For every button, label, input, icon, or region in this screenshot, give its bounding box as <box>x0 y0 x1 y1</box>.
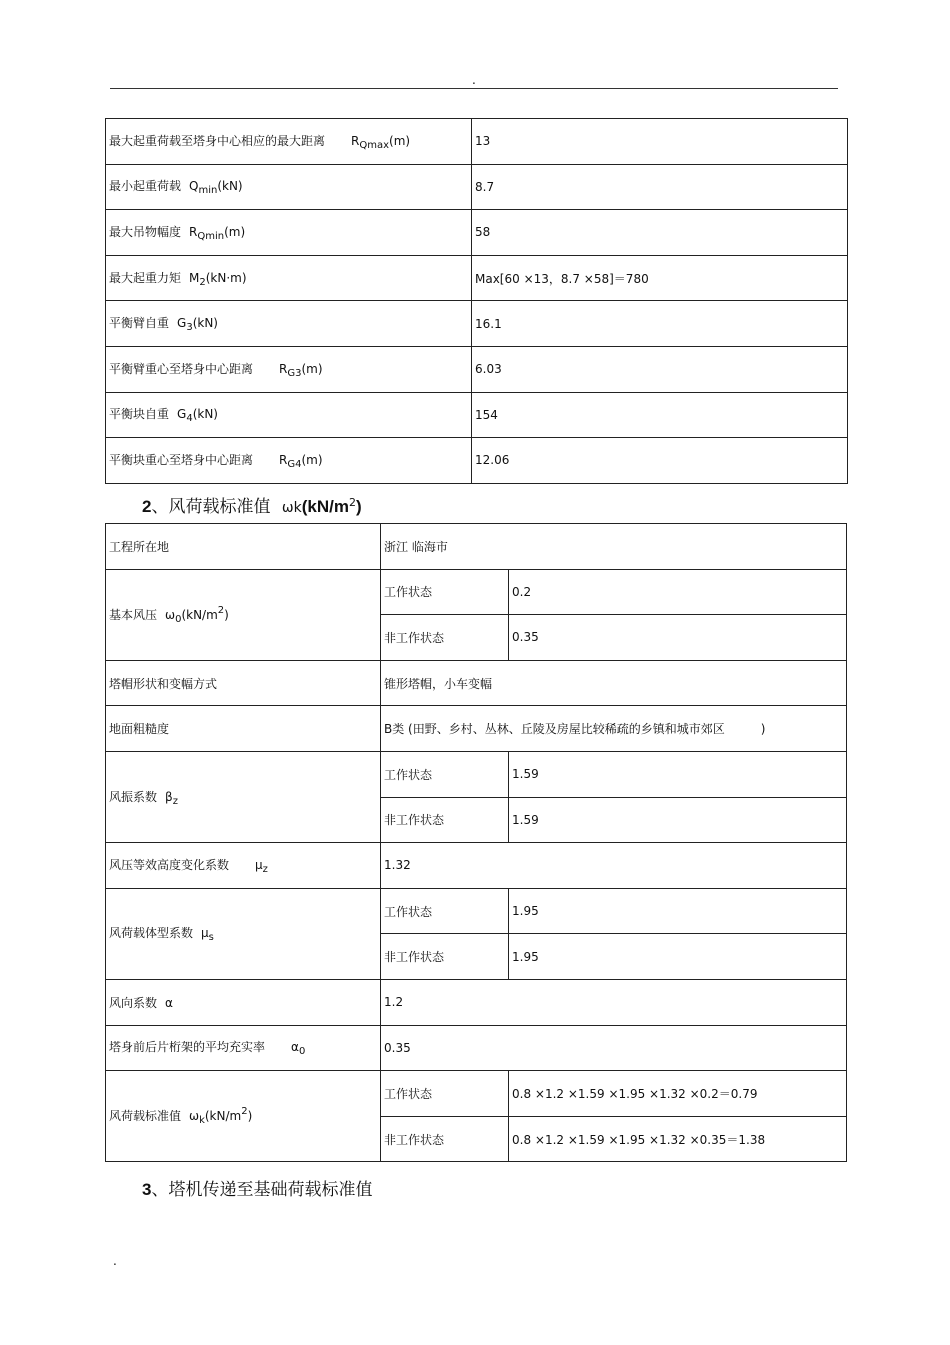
row-value: 12.06 <box>472 438 848 484</box>
header-dot: . <box>472 73 476 87</box>
table-row <box>106 392 848 438</box>
state-value: 0.8 ×1.2 ×1.59 ×1.95 ×1.32 ×0.35＝1.38 <box>509 1116 847 1162</box>
row-value: 8.7 <box>472 164 848 210</box>
wind-load-table <box>105 523 847 1162</box>
section-2-heading: 2、风荷载标准值 $\omega k(kN/m^2)$ <box>142 496 362 517</box>
table-row <box>106 301 848 347</box>
parameters-table <box>105 118 848 484</box>
state-label: 非工作状态 <box>381 1116 509 1162</box>
state-value: 0.35 <box>509 615 847 661</box>
row-value: 1.2 <box>381 979 847 1025</box>
row-value: 1.32 <box>381 843 847 889</box>
header-rule <box>110 88 838 89</box>
table-row <box>106 888 847 934</box>
row-value: 6.03 <box>472 346 848 392</box>
table-row <box>106 1025 847 1071</box>
table-row <box>106 979 847 1025</box>
table-row <box>106 843 847 889</box>
state-value: 0.8 ×1.2 ×1.59 ×1.95 ×1.32 ×0.2＝0.79 <box>509 1071 847 1117</box>
state-value: 1.95 <box>509 888 847 934</box>
section-3-heading: 3、塔机传递至基础荷载标准值 <box>142 1180 373 1200</box>
row-label: 风压等效高度变化系数 $\mu_z$ <box>106 843 381 889</box>
row-label: 最大起重力矩 $M_2(kN\cdot m)$ <box>106 255 472 301</box>
row-label: 风向系数 α <box>106 979 381 1025</box>
state-label: 非工作状态 <box>381 934 509 980</box>
row-label: 最大起重荷载至塔身中心相应的最大距离 $R_{Qmax}(m)$ <box>106 119 472 165</box>
row-label: 最小起重荷载 $Q_{min}(kN)$ <box>106 164 472 210</box>
state-label: 工作状态 <box>381 569 509 615</box>
state-value: 1.59 <box>509 797 847 843</box>
row-label: 平衡臂自重 $G_3(kN)$ <box>106 301 472 347</box>
table-row <box>106 660 847 706</box>
row-label: 地面粗糙度 <box>106 706 381 752</box>
state-label: 非工作状态 <box>381 797 509 843</box>
table-row <box>106 569 847 615</box>
state-label: 工作状态 <box>381 751 509 797</box>
footer-dot: . <box>113 1254 117 1268</box>
row-label: 塔帽形状和变幅方式 <box>106 660 381 706</box>
row-label: 平衡块自重 $G_4(kN)$ <box>106 392 472 438</box>
row-label: 风振系数 $\beta_z$ <box>106 751 381 842</box>
state-label: 工作状态 <box>381 888 509 934</box>
row-value: 锥形塔帽，小车变幅 <box>381 660 847 706</box>
table-row <box>106 255 848 301</box>
row-label: 塔身前后片桁架的平均充实率 $\alpha_0$ <box>106 1025 381 1071</box>
row-value: 58 <box>472 210 848 256</box>
state-value: 1.95 <box>509 934 847 980</box>
row-label: 工程所在地 <box>106 524 381 570</box>
table-row <box>106 706 847 752</box>
table-row <box>106 1071 847 1117</box>
row-label: 基本风压 $\omega_0(kN/m^2)$ <box>106 569 381 660</box>
row-label: 平衡臂重心至塔身中心距离 $R_{G3}(m)$ <box>106 346 472 392</box>
row-label: 风荷载标准值 $\omega_k(kN/m^2)$ <box>106 1071 381 1162</box>
table-row <box>106 164 848 210</box>
state-label: 非工作状态 <box>381 615 509 661</box>
table-row <box>106 210 848 256</box>
row-value: 浙江 临海市 <box>381 524 847 570</box>
table-row <box>106 751 847 797</box>
table-row <box>106 524 847 570</box>
table-row <box>106 346 848 392</box>
row-label: 风荷载体型系数 $\mu_s$ <box>106 888 381 979</box>
row-value: 16.1 <box>472 301 848 347</box>
table-row <box>106 119 848 165</box>
row-label: 平衡块重心至塔身中心距离 $R_{G4}(m)$ <box>106 438 472 484</box>
row-value: Max[60 ×13，8.7 ×58]＝780 <box>472 255 848 301</box>
state-value: 1.59 <box>509 751 847 797</box>
row-value: 13 <box>472 119 848 165</box>
table-row <box>106 438 848 484</box>
state-value: 0.2 <box>509 569 847 615</box>
state-label: 工作状态 <box>381 1071 509 1117</box>
row-label: 最大吊物幅度 $R_{Qmin}(m)$ <box>106 210 472 256</box>
row-value: 154 <box>472 392 848 438</box>
row-value: 0.35 <box>381 1025 847 1071</box>
row-value: B类 (田野、乡村、丛林、丘陵及房屋比较稀疏的乡镇和城市郊区 ) <box>381 706 847 752</box>
